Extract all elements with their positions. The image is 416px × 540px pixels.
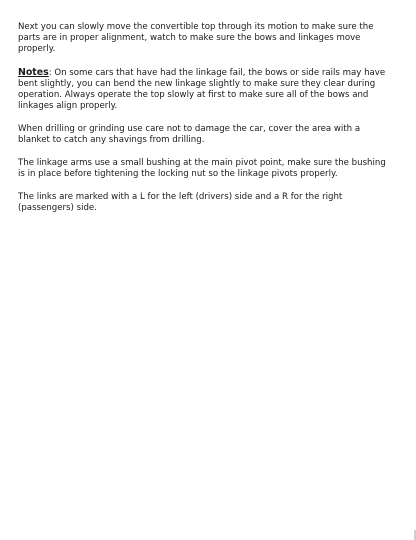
paragraph-drilling (18, 124, 392, 146)
paragraph-text: The links are marked with a L for the left (drivers) side and a R for the right (passengers) side. (18, 192, 343, 213)
paragraph-text: Next you can slowly move the convertible top through its motion to make sure the parts are in proper alignment, watch to make sure the bows and linkages move properly. (18, 22, 374, 54)
paragraph-alignment (18, 22, 392, 55)
paragraph-bushing (18, 158, 392, 180)
paragraph-text: When drilling or grinding use care not to damage the car, cover the area with a blanket to catch any shavings from drilling. (18, 124, 361, 145)
paragraph-text: : On some cars that have had the linkage fail, the bows or side rails may have bent slightly, you can bend the new linkage slightly to make sure they clear during operation. Always operate the top slowly at first to make sure all of the bows and linkages align properly. (18, 68, 386, 111)
notes-label: Notes (18, 67, 49, 78)
paragraph-link-markings (18, 192, 392, 214)
paragraph-notes (18, 67, 392, 112)
paragraph-text: The linkage arms use a small bushing at the main pivot point, make sure the bushing is in place before tightening the locking nut so the linkage pivots properly. (18, 158, 386, 179)
